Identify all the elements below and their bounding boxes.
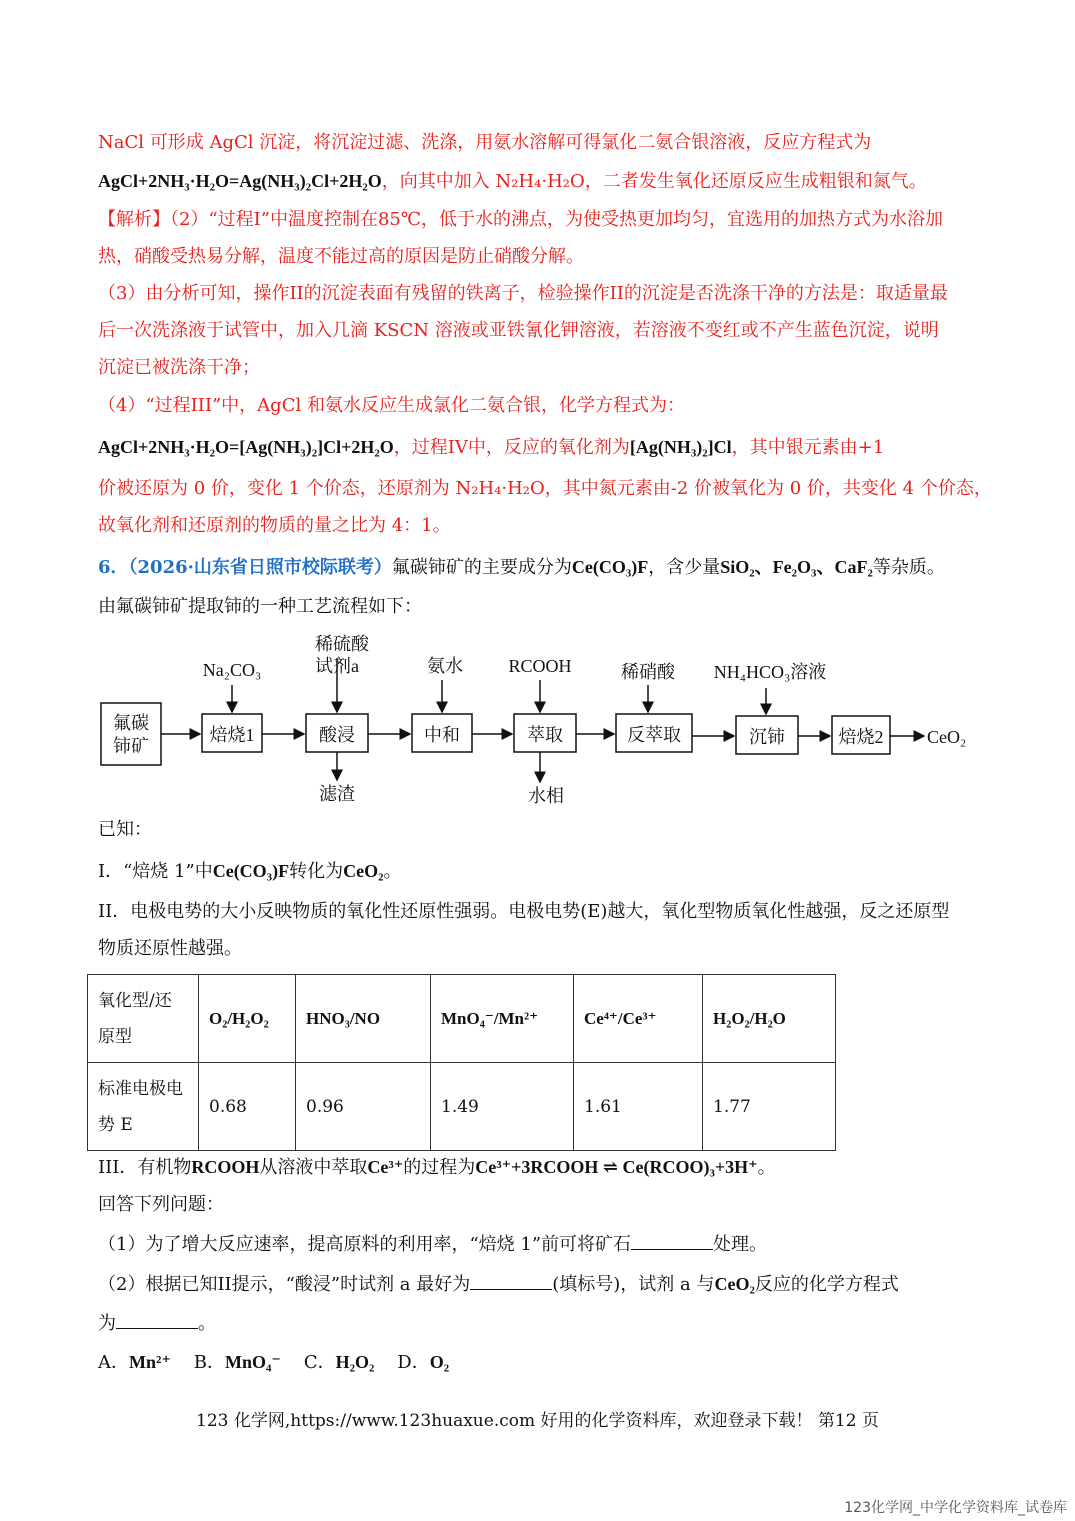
known-2b: 物质还原性越强。 bbox=[98, 938, 242, 959]
electrode-potential-table bbox=[87, 974, 836, 1151]
option-d-value: O₂ bbox=[429, 1352, 450, 1372]
text-line-7: 沉淀已被洗涤干净； bbox=[98, 357, 260, 378]
text-line-9-mid: ，过程IV中，反应的氧化剂为 bbox=[393, 437, 630, 458]
analysis-tag: 【解析】 bbox=[98, 209, 170, 230]
known-3 bbox=[98, 1155, 776, 1180]
flow-box-ore-label-2: 铈矿 bbox=[113, 736, 149, 756]
flow-input-na2co3: Na₂CO₃ bbox=[202, 660, 262, 680]
flow-output-ceo2: CeO₂ bbox=[927, 727, 967, 747]
part-2 bbox=[98, 1271, 899, 1297]
table-header-label: 氧化型/还原型 bbox=[88, 975, 199, 1063]
option-a-value: Mn²⁺ bbox=[129, 1352, 171, 1372]
text-line-8: （4）“过程III”中，AgCl 和氨水反应生成氯化二氨合银，化学方程式为： bbox=[98, 395, 685, 416]
question-6-number: 6．（2026·山东省日照市校际联考） bbox=[98, 557, 392, 578]
answer-heading: 回答下列问题： bbox=[98, 1194, 224, 1215]
option-c-value: H₂O₂ bbox=[335, 1352, 375, 1372]
known-3-equation: Ce³⁺+3RCOOH ⇌ Ce(RCOO)₃+3H⁺ bbox=[475, 1157, 758, 1177]
flow-box-neutralize-label: 中和 bbox=[424, 725, 460, 745]
flow-box-back-extract-label: 反萃取 bbox=[627, 725, 681, 745]
known-1-a: I．“焙烧 1”中 bbox=[98, 861, 213, 882]
q6-impurities: SiO₂、Fe₂O₃、CaF₂ bbox=[720, 557, 873, 577]
option-b-value: MnO₄⁻ bbox=[225, 1352, 281, 1372]
known-3-rcooh: RCOOH bbox=[191, 1157, 260, 1177]
known-1-product: CeO₂ bbox=[343, 861, 384, 881]
equation-process-iii: AgCl+2NH₃·H₂O=[Ag(NH₃)₂]Cl+2H₂O bbox=[98, 437, 394, 457]
text-line-9 bbox=[98, 435, 884, 460]
known-1 bbox=[98, 859, 401, 884]
text-line-3 bbox=[98, 208, 943, 232]
part-1 bbox=[98, 1231, 767, 1257]
part-2-ceo2: CeO₂ bbox=[714, 1274, 755, 1294]
options bbox=[98, 1350, 449, 1375]
option-d-label: D． bbox=[397, 1352, 430, 1373]
process-flow-diagram bbox=[100, 630, 980, 810]
flow-box-acid-leach-label: 酸浸 bbox=[319, 725, 355, 745]
text-line-6: 后一次洗涤液于试管中，加入几滴 KSCN 溶液或亚铁氰化钾溶液，若溶液不变红或不产生蓝色沉淀，说明 bbox=[98, 320, 939, 341]
table-cell: H₂O₂/H₂O bbox=[703, 975, 836, 1063]
table-cell: MnO₄⁻/Mn²⁺ bbox=[431, 975, 574, 1063]
q6-text-a: 氟碳铈矿的主要成分为 bbox=[391, 557, 572, 578]
page-footer: 123 化学网,https://www.123huaxue.com 好用的化学资料库，欢迎登录下载！ 第12 页 bbox=[196, 1411, 879, 1431]
watermark: 123化学网_中学化学资料库_试卷库 bbox=[844, 1500, 1067, 1516]
part-2-e: 为 bbox=[98, 1313, 116, 1334]
known-1-b: 转化为 bbox=[289, 861, 344, 882]
known-3-a: III．有机物 bbox=[98, 1157, 192, 1178]
table-cell: O₂/H₂O₂ bbox=[199, 975, 296, 1063]
text-line-10: 价被还原为 0 价，变化 1 个价态，还原剂为 N₂H₄·H₂O，其中氮元素由-2 价被氧化为 0 价，共变化 4 个价态， bbox=[98, 478, 992, 499]
flow-input-ammonia: 氨水 bbox=[427, 656, 463, 676]
question-6-line-2: 由氟碳铈矿提取铈的一种工艺流程如下： bbox=[98, 596, 422, 617]
known-3-b: 从溶液中萃取 bbox=[259, 1157, 368, 1178]
part-1-a: （1）为了增大反应速率，提高原料的利用率，“焙烧 1”前可将矿石 bbox=[98, 1234, 632, 1255]
flow-input-nh4hco3: NH₄HCO₃溶液 bbox=[713, 662, 827, 682]
part-2-cont bbox=[98, 1310, 216, 1336]
flow-box-roast1-label: 焙烧1 bbox=[209, 725, 255, 745]
known-3-ion: Ce³⁺ bbox=[367, 1157, 404, 1177]
table-cell: 0.96 bbox=[296, 1063, 431, 1151]
flow-input-dilute-sulfuric: 稀硫酸 bbox=[315, 634, 369, 654]
text-line-5: （3）由分析可知，操作II的沉淀表面有残留的铁离子，检验操作II的沉淀是否洗涤干净的方法是：取适量最 bbox=[98, 283, 948, 304]
known-2a: II．电极电势的大小反映物质的氧化性还原性强弱。电极电势(E)越大，氧化型物质氧化性越强，反之还原型 bbox=[98, 901, 950, 922]
answer-blank-1[interactable] bbox=[631, 1231, 713, 1250]
table-row bbox=[88, 975, 836, 1063]
equation-agcl-ammonia: AgCl+2NH₃·H₂O=Ag(NH₃)₂Cl+2H₂O bbox=[98, 171, 382, 191]
known-1-c: 。 bbox=[383, 861, 402, 882]
table-cell: HNO₃/NO bbox=[296, 975, 431, 1063]
q6-text-b: ，含少量 bbox=[648, 557, 721, 578]
part-2-d: 反应的化学方程式 bbox=[754, 1274, 899, 1295]
flow-box-precipitate-label: 沉铈 bbox=[749, 727, 785, 747]
option-b-label: B． bbox=[193, 1352, 226, 1373]
question-6-line-1 bbox=[98, 555, 945, 580]
answer-blank-3[interactable] bbox=[116, 1310, 198, 1329]
text-line-2 bbox=[98, 169, 927, 194]
part-2-b: (填标号)，试剂 a 与 bbox=[552, 1274, 715, 1295]
flow-input-rcooh: RCOOH bbox=[508, 656, 572, 676]
table-cell: 0.68 bbox=[199, 1063, 296, 1151]
table-cell: 1.77 bbox=[703, 1063, 836, 1151]
known-heading: 已知： bbox=[98, 819, 152, 840]
table-cell: Ce⁴⁺/Ce³⁺ bbox=[574, 975, 703, 1063]
table-cell: 1.61 bbox=[574, 1063, 703, 1151]
table-row bbox=[88, 1063, 836, 1151]
flow-input-dilute-nitric: 稀硝酸 bbox=[621, 662, 675, 682]
part-2-a: （2）根据已知II提示，“酸浸”时试剂 a 最好为 bbox=[98, 1274, 471, 1295]
known-3-c: 的过程为 bbox=[403, 1157, 476, 1178]
table-cell: 1.49 bbox=[431, 1063, 574, 1151]
text-line-2-rest: ，向其中加入 N₂H₄·H₂O，二者发生氧化还原反应生成粗银和氮气。 bbox=[381, 171, 927, 192]
part-1-b: 处理。 bbox=[713, 1234, 768, 1255]
q6-formula: Ce(CO₃)F bbox=[571, 557, 649, 577]
text-line-4: 热，硝酸受热易分解，温度不能过高的原因是防止硝酸分解。 bbox=[98, 246, 584, 267]
analysis-2: （2）“过程I”中温度控制在85℃，低于水的沸点，为使受热更加均匀，宜选用的加热方式为水浴加 bbox=[170, 209, 944, 230]
flow-box-roast2-label: 焙烧2 bbox=[838, 727, 884, 747]
known-3-d: 。 bbox=[757, 1157, 776, 1178]
option-a-label: A． bbox=[98, 1352, 129, 1373]
answer-blank-2[interactable] bbox=[470, 1271, 552, 1290]
table-header-label: 标准电极电势 E bbox=[88, 1063, 199, 1151]
known-1-formula: Ce(CO₃)F bbox=[212, 861, 290, 881]
part-2-f: 。 bbox=[198, 1313, 216, 1334]
option-c-label: C． bbox=[303, 1352, 336, 1373]
text-line-9-end: ，其中银元素由+1 bbox=[731, 437, 885, 458]
flow-input-reagent-a: 试剂a bbox=[315, 656, 359, 676]
text-line-11: 故氧化剂和还原剂的物质的量之比为 4：1。 bbox=[98, 515, 451, 536]
oxidant-formula: [Ag(NH₃)₂]Cl bbox=[629, 437, 732, 457]
text-line-1: NaCl 可形成 AgCl 沉淀，将沉淀过滤、洗涤，用氨水溶解可得氯化二氨合银溶液，反应方程式为 bbox=[98, 132, 872, 153]
flow-box-ore-label-1: 氟碳 bbox=[113, 713, 149, 733]
flow-output-aqueous: 水相 bbox=[528, 786, 564, 806]
q6-text-c: 等杂质。 bbox=[872, 557, 945, 578]
flow-box-extract-label: 萃取 bbox=[527, 725, 563, 745]
flow-output-residue: 滤渣 bbox=[319, 784, 355, 804]
